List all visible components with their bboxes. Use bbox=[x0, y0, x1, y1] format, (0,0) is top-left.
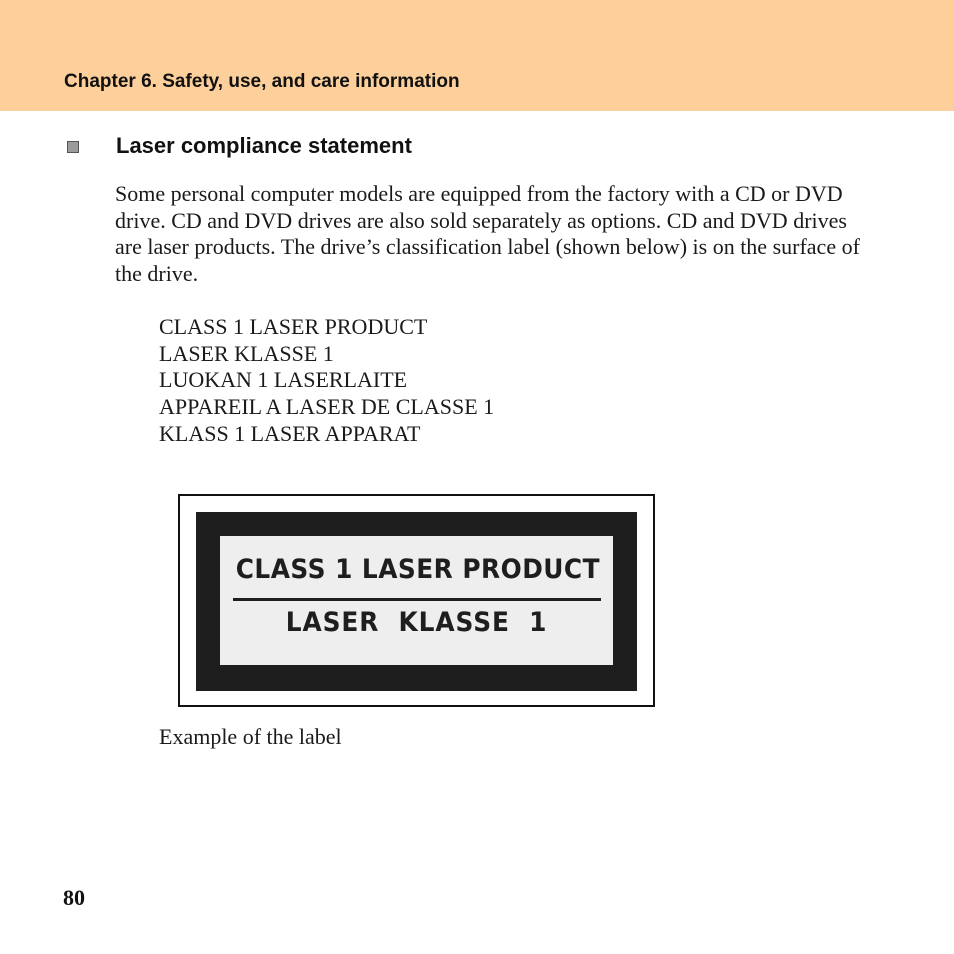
square-bullet-icon bbox=[67, 141, 79, 153]
laser-label-divider bbox=[233, 598, 601, 601]
laser-label-border bbox=[196, 512, 637, 691]
laser-label-figure bbox=[178, 494, 655, 707]
laser-class-line: LASER KLASSE 1 bbox=[159, 340, 334, 366]
chapter-header-band bbox=[0, 0, 954, 111]
figure-caption: Example of the label bbox=[159, 724, 342, 749]
laser-class-line: KLASS 1 LASER APPARAT bbox=[159, 420, 421, 446]
page-number: 80 bbox=[63, 885, 85, 910]
laser-class-line: LUOKAN 1 LASERLAITE bbox=[159, 367, 408, 393]
laser-label-line1: CLASS 1 LASER PRODUCT bbox=[235, 554, 601, 585]
laser-label-panel bbox=[220, 536, 613, 665]
chapter-title: Chapter 6. Safety, use, and care information bbox=[64, 71, 460, 92]
laser-label-line2: LASER KLASSE 1 bbox=[285, 607, 548, 638]
body-paragraph: Some personal computer models are equipped from the factory with a CD or DVD drive. CD and DVD drives are also sold separately as options. CD and DVD drives are laser products. The drive’s classification label (shown below) is on the surface of the drive. bbox=[115, 181, 860, 287]
section-title: Laser compliance statement bbox=[116, 133, 412, 158]
laser-class-line: APPAREIL A LASER DE CLASSE 1 bbox=[159, 394, 495, 420]
laser-class-list bbox=[159, 314, 759, 448]
section-heading bbox=[64, 133, 864, 163]
laser-class-line: CLASS 1 LASER PRODUCT bbox=[159, 314, 428, 339]
